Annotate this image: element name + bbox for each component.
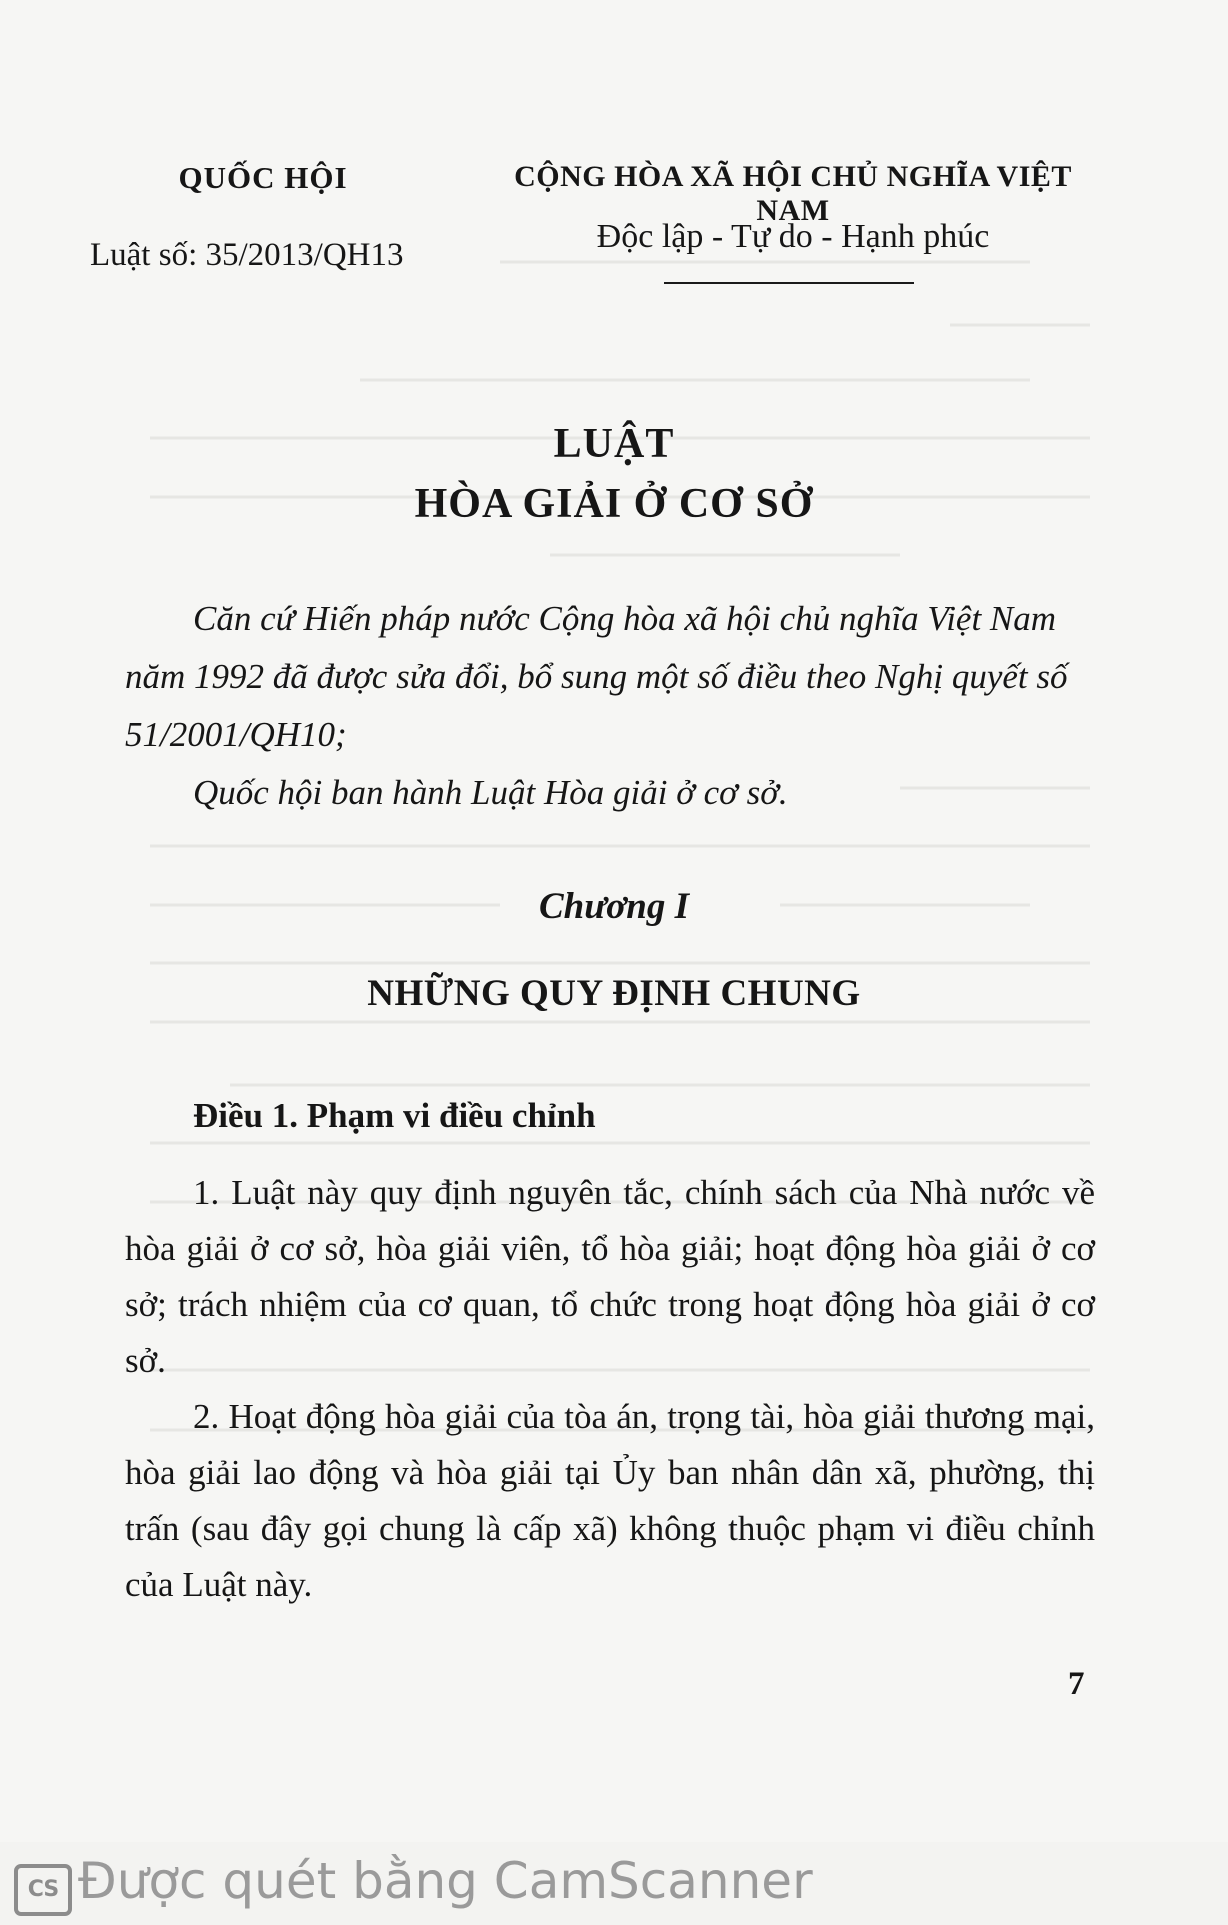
motto-underline xyxy=(664,282,914,284)
national-motto: Độc lập - Tự do - Hạnh phúc xyxy=(596,218,990,255)
article-clause-1: 1. Luật này quy định nguyên tắc, chính sách của Nhà nước về hòa giải ở cơ sở, hòa giải viên, tổ hòa giải; hoạt động hòa giải ở cơ sở; trách nhiệm của cơ quan, tổ chức trong hoạt động hòa giải ở cơ sở. xyxy=(125,1173,1095,1380)
page-number: 7 xyxy=(1068,1666,1085,1702)
chapter-title: NHỮNG QUY ĐỊNH CHUNG xyxy=(367,973,861,1014)
law-title-line1: LUẬT xyxy=(553,421,675,467)
camscanner-logo-icon: CS xyxy=(14,1864,72,1916)
article-body xyxy=(125,1165,1095,1613)
law-title-line2: HÒA GIẢI Ở CƠ SỞ xyxy=(414,481,814,527)
preamble-paragraph-2: Quốc hội ban hành Luật Hòa giải ở cơ sở. xyxy=(193,773,788,812)
issuing-body: QUỐC HỘI xyxy=(178,160,348,195)
chapter-number: Chương I xyxy=(538,886,689,927)
camscanner-watermark: Được quét bằng CamScanner xyxy=(78,1852,813,1910)
preamble xyxy=(125,590,1095,822)
law-number: Luật số: 35/2013/QH13 xyxy=(90,237,404,273)
preamble-paragraph-1: Căn cứ Hiến pháp nước Cộng hòa xã hội chủ nghĩa Việt Nam năm 1992 đã được sửa đổi, bổ sung một số điều theo Nghị quyết số 51/2001/QH10; xyxy=(125,599,1068,754)
article-clause-2: 2. Hoạt động hòa giải của tòa án, trọng tài, hòa giải thương mại, hòa giải lao động và hòa giải tại Ủy ban nhân dân xã, phường, thị trấn (sau đây gọi chung là cấp xã) không thuộc phạm vi điều chỉnh của Luật này. xyxy=(125,1397,1095,1604)
article-heading: Điều 1. Phạm vi điều chỉnh xyxy=(193,1096,596,1135)
national-title: CỘNG HÒA XÃ HỘI CHỦ NGHĨA VIỆT NAM xyxy=(514,160,1072,227)
